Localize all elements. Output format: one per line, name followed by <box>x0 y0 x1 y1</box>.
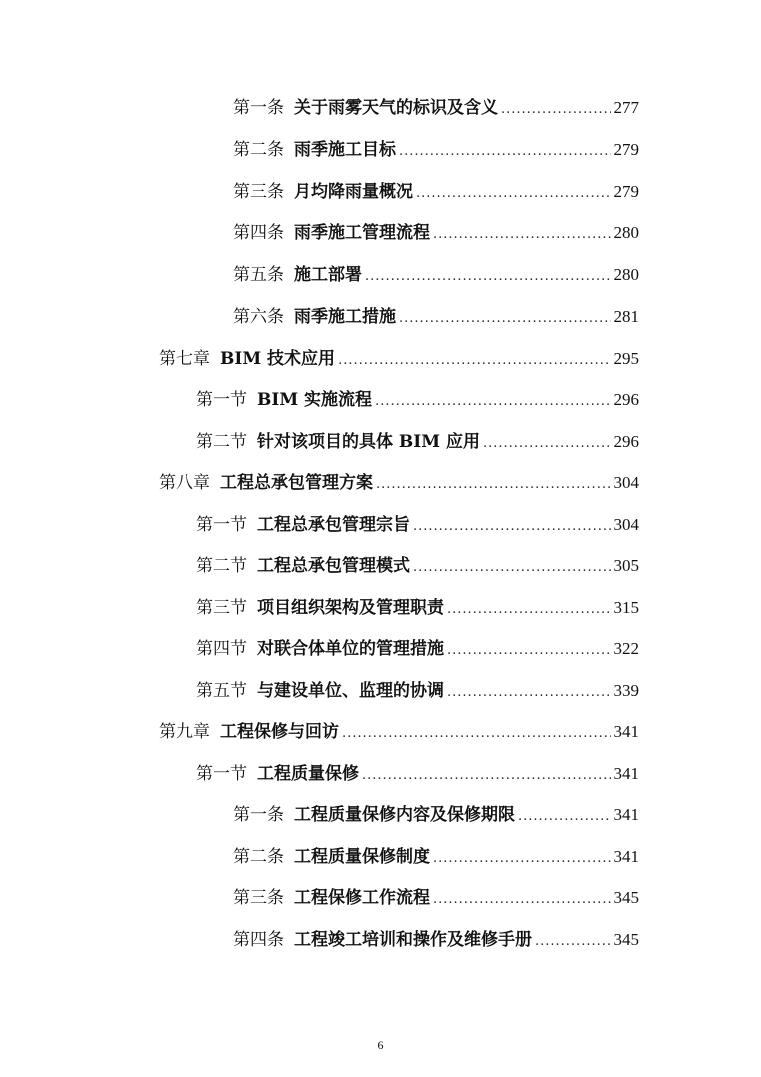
entry-page: 341 <box>613 805 639 824</box>
dot-leader <box>483 430 611 458</box>
entry-page: 322 <box>613 639 639 658</box>
entry-title: 项目组织架构及管理职责 <box>257 598 444 618</box>
page-number: 6 <box>377 1038 384 1052</box>
entry-page: 345 <box>613 930 639 949</box>
dot-leader <box>433 886 611 914</box>
dot-leader <box>501 96 611 124</box>
dot-leader <box>375 388 610 416</box>
toc-entry[interactable] <box>233 136 639 164</box>
entry-title: 工程总承包管理方案 <box>220 473 373 493</box>
entry-page: 339 <box>613 681 639 700</box>
toc-entry[interactable] <box>196 635 639 663</box>
entry-number: 第一节 <box>196 390 247 410</box>
dot-leader <box>447 637 611 665</box>
toc-entry[interactable] <box>196 428 639 456</box>
entry-page: 345 <box>613 888 639 907</box>
entry-page: 304 <box>613 473 639 492</box>
entry-page: 296 <box>613 390 639 409</box>
toc-entry[interactable] <box>233 261 639 289</box>
entry-title: 工程保修工作流程 <box>294 888 430 908</box>
entry-number: 第一节 <box>196 764 247 784</box>
dot-leader <box>399 305 611 333</box>
entry-title: 工程总承包管理模式 <box>257 556 410 576</box>
entry-page: 341 <box>613 764 639 783</box>
entry-number: 第一条 <box>233 98 284 118</box>
toc-entry[interactable] <box>159 469 639 497</box>
entry-number: 第一节 <box>196 515 247 535</box>
toc-entry[interactable] <box>196 760 639 788</box>
entry-number: 第一条 <box>233 805 284 825</box>
entry-number: 第六条 <box>233 307 284 327</box>
entry-number: 第四条 <box>233 930 284 950</box>
dot-leader <box>447 596 611 624</box>
entry-title: 月均降雨量概况 <box>294 182 413 202</box>
entry-title: 工程质量保修 <box>257 764 359 784</box>
entry-title: 与建设单位、监理的协调 <box>257 681 444 701</box>
dot-leader <box>376 471 611 499</box>
entry-page: 295 <box>613 349 639 368</box>
entry-number: 第二条 <box>233 847 284 867</box>
entry-page: 280 <box>613 265 639 284</box>
entry-page: 315 <box>613 598 639 617</box>
dot-leader <box>399 138 611 166</box>
toc-entry[interactable] <box>233 843 639 871</box>
entry-number: 第五节 <box>196 681 247 701</box>
toc-entry[interactable] <box>233 94 639 122</box>
entry-title: 工程竣工培训和操作及维修手册 <box>294 930 532 950</box>
entry-page: 279 <box>613 140 639 159</box>
dot-leader <box>518 803 611 831</box>
entry-title: 针对该项目的具体 BIM 应用 <box>257 432 480 452</box>
entry-title: 工程质量保修内容及保修期限 <box>294 805 515 825</box>
toc-entry[interactable] <box>233 801 639 829</box>
dot-leader <box>447 679 611 707</box>
toc-entry[interactable] <box>196 552 639 580</box>
toc-entry[interactable] <box>196 677 639 705</box>
entry-title: 雨季施工目标 <box>294 140 396 160</box>
entry-title: 工程总承包管理宗旨 <box>257 515 410 535</box>
entry-title: 雨季施工管理流程 <box>294 223 430 243</box>
entry-number: 第四条 <box>233 223 284 243</box>
entry-number: 第二节 <box>196 556 247 576</box>
entry-title: 施工部署 <box>294 265 362 285</box>
entry-number: 第七章 <box>159 349 210 369</box>
entry-page: 280 <box>613 223 639 242</box>
entry-title: 对联合体单位的管理措施 <box>257 639 444 659</box>
toc-entry[interactable] <box>233 219 639 247</box>
entry-page: 305 <box>613 556 639 575</box>
entry-page: 296 <box>613 432 639 451</box>
entry-number: 第三条 <box>233 888 284 908</box>
entry-page: 281 <box>613 307 639 326</box>
entry-title: 工程保修与回访 <box>220 722 339 742</box>
dot-leader <box>338 347 610 375</box>
entry-title: BIM 技术应用 <box>220 349 336 369</box>
entry-title: BIM 实施流程 <box>257 390 373 410</box>
dot-leader <box>365 263 611 291</box>
dot-leader <box>342 720 611 748</box>
dot-leader <box>433 221 611 249</box>
entry-page: 341 <box>613 847 639 866</box>
dot-leader <box>413 513 611 541</box>
entry-number: 第八章 <box>159 473 210 493</box>
toc-entry[interactable] <box>233 303 639 331</box>
dot-leader <box>535 928 611 956</box>
toc-entry[interactable] <box>233 926 639 954</box>
entry-title: 雨季施工措施 <box>294 307 396 327</box>
dot-leader <box>362 762 611 790</box>
toc-entry[interactable] <box>233 884 639 912</box>
toc-entry[interactable] <box>159 718 639 746</box>
toc-entry[interactable] <box>196 511 639 539</box>
entry-title: 工程质量保修制度 <box>294 847 430 867</box>
toc-entry[interactable] <box>233 178 639 206</box>
dot-leader <box>416 180 611 208</box>
entry-number: 第五条 <box>233 265 284 285</box>
entry-number: 第三条 <box>233 182 284 202</box>
entry-number: 第三节 <box>196 598 247 618</box>
entry-page: 304 <box>613 515 639 534</box>
entry-number: 第二节 <box>196 432 247 452</box>
entry-number: 第二条 <box>233 140 284 160</box>
toc-entry[interactable] <box>159 345 639 373</box>
dot-leader <box>413 554 611 582</box>
entry-page: 279 <box>613 182 639 201</box>
dot-leader <box>433 845 611 873</box>
entry-title: 关于雨雾天气的标识及含义 <box>294 98 498 118</box>
entry-number: 第四节 <box>196 639 247 659</box>
entry-number: 第九章 <box>159 722 210 742</box>
toc-entry[interactable] <box>196 594 639 622</box>
entry-page: 341 <box>613 722 639 741</box>
entry-page: 277 <box>613 98 639 117</box>
toc-entry[interactable] <box>196 386 639 414</box>
